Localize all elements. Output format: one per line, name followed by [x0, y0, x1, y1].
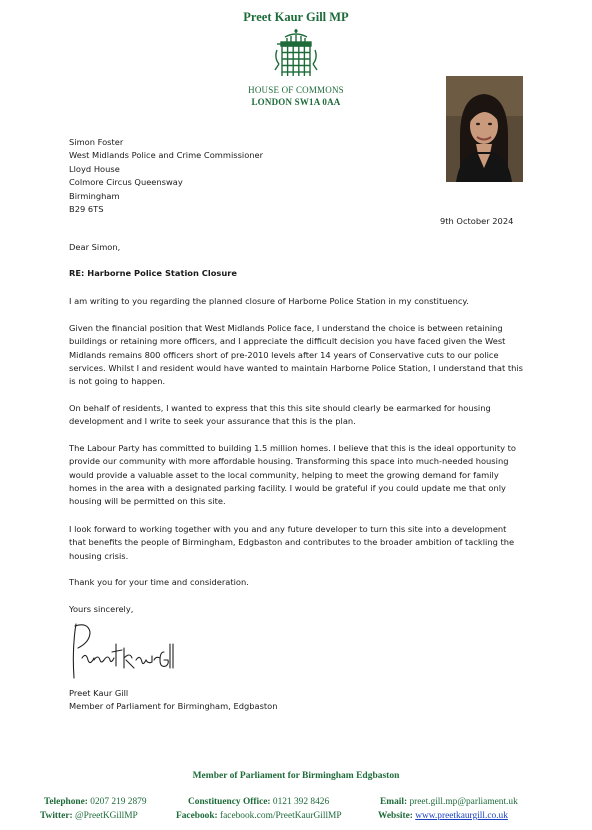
- house-of-commons: HOUSE OF COMMONS: [248, 85, 344, 95]
- recipient-address-line: Colmore Circus Queensway: [69, 177, 183, 188]
- recipient-address-line: Lloyd House: [69, 163, 120, 174]
- telephone-value: 0207 219 2879: [90, 797, 147, 807]
- facebook-label: Facebook:: [176, 811, 218, 821]
- signatory-title: Member of Parliament for Birmingham, Edgbaston: [69, 701, 278, 711]
- footer-twitter: [40, 811, 138, 821]
- body-paragraph: On behalf of residents, I wanted to express that this this site should clearly be earmarked for housing development and I write to seek your assurance that this is the plan.: [69, 403, 491, 427]
- website-label: Website:: [378, 811, 413, 821]
- footer-facebook: [176, 811, 342, 821]
- footer-constituency-office: [188, 797, 329, 807]
- recipient-address-line: Simon Foster: [69, 137, 124, 147]
- twitter-value[interactable]: @PreetKGillMP: [74, 811, 138, 821]
- thanks-line: Thank you for your time and consideration.: [69, 577, 249, 587]
- website-link[interactable]: www.preetkaurgill.co.uk: [415, 811, 508, 821]
- recipient-address-line: B29 6TS: [69, 204, 104, 215]
- body-paragraph: Given the financial position that West Midlands Police face, I understand the choice is between retaining buildings or retaining more officers, and I appreciate the difficult decision you have faced given the West Midlands remains 800 officers short of pre-2010 levels after 14 years of Conservative cuts to our police services. Whilst I and resident would have wanted to maintain Harborne Police Station, I understand that this is not going to happen.: [69, 323, 524, 387]
- letterhead-mp-name: Preet Kaur Gill MP: [243, 10, 349, 24]
- recipient-address-line: Birmingham: [69, 190, 120, 201]
- house-address: LONDON SW1A 0AA: [251, 97, 341, 107]
- subject-line: RE: Harborne Police Station Closure: [69, 268, 237, 278]
- footer-email: [380, 797, 518, 807]
- office-label: Constituency Office:: [188, 797, 271, 807]
- signatory-name: Preet Kaur Gill: [69, 688, 129, 698]
- recipient-address: [69, 136, 529, 216]
- body-paragraph: The Labour Party has committed to building 1.5 million homes. I believe that this is the ideal opportunity to provide our community with more affordable housing. Transforming this space into much-needed housing would provide a valuable asset to the local community, helping to meet the growing demand for family homes in the area with a designated parking facility. I would be grateful if you could update me that only housing will be permitted on this site.: [69, 443, 516, 507]
- letter-date: 9th October 2024: [440, 216, 514, 226]
- portcullis-icon: [273, 28, 319, 80]
- footer-title: Member of Parliament for Birmingham Edgbaston: [192, 771, 400, 781]
- handwritten-signature: [66, 618, 176, 684]
- salutation: Dear Simon,: [69, 242, 121, 252]
- telephone-label: Telephone:: [44, 797, 88, 807]
- body-paragraph: I am writing to you regarding the planned closure of Harborne Police Station in my constituency.: [69, 296, 469, 306]
- body-paragraph: I look forward to working together with you and any future developer to turn this site into a development that benefits the people of Birmingham, Edgbaston and contributes to the broader ambition of tackling the housing crisis.: [69, 524, 515, 561]
- facebook-value[interactable]: facebook.com/PreetKaurGillMP: [220, 811, 342, 821]
- twitter-label: Twitter:: [40, 811, 73, 821]
- closing-line: Yours sincerely,: [69, 604, 134, 614]
- email-value[interactable]: preet.gill.mp@parliament.uk: [409, 797, 518, 807]
- footer-telephone: [44, 797, 147, 807]
- footer-website: [378, 811, 508, 821]
- recipient-address-line: West Midlands Police and Crime Commissioner: [69, 150, 264, 161]
- office-value: 0121 392 8426: [272, 797, 330, 807]
- email-label: Email:: [380, 797, 408, 807]
